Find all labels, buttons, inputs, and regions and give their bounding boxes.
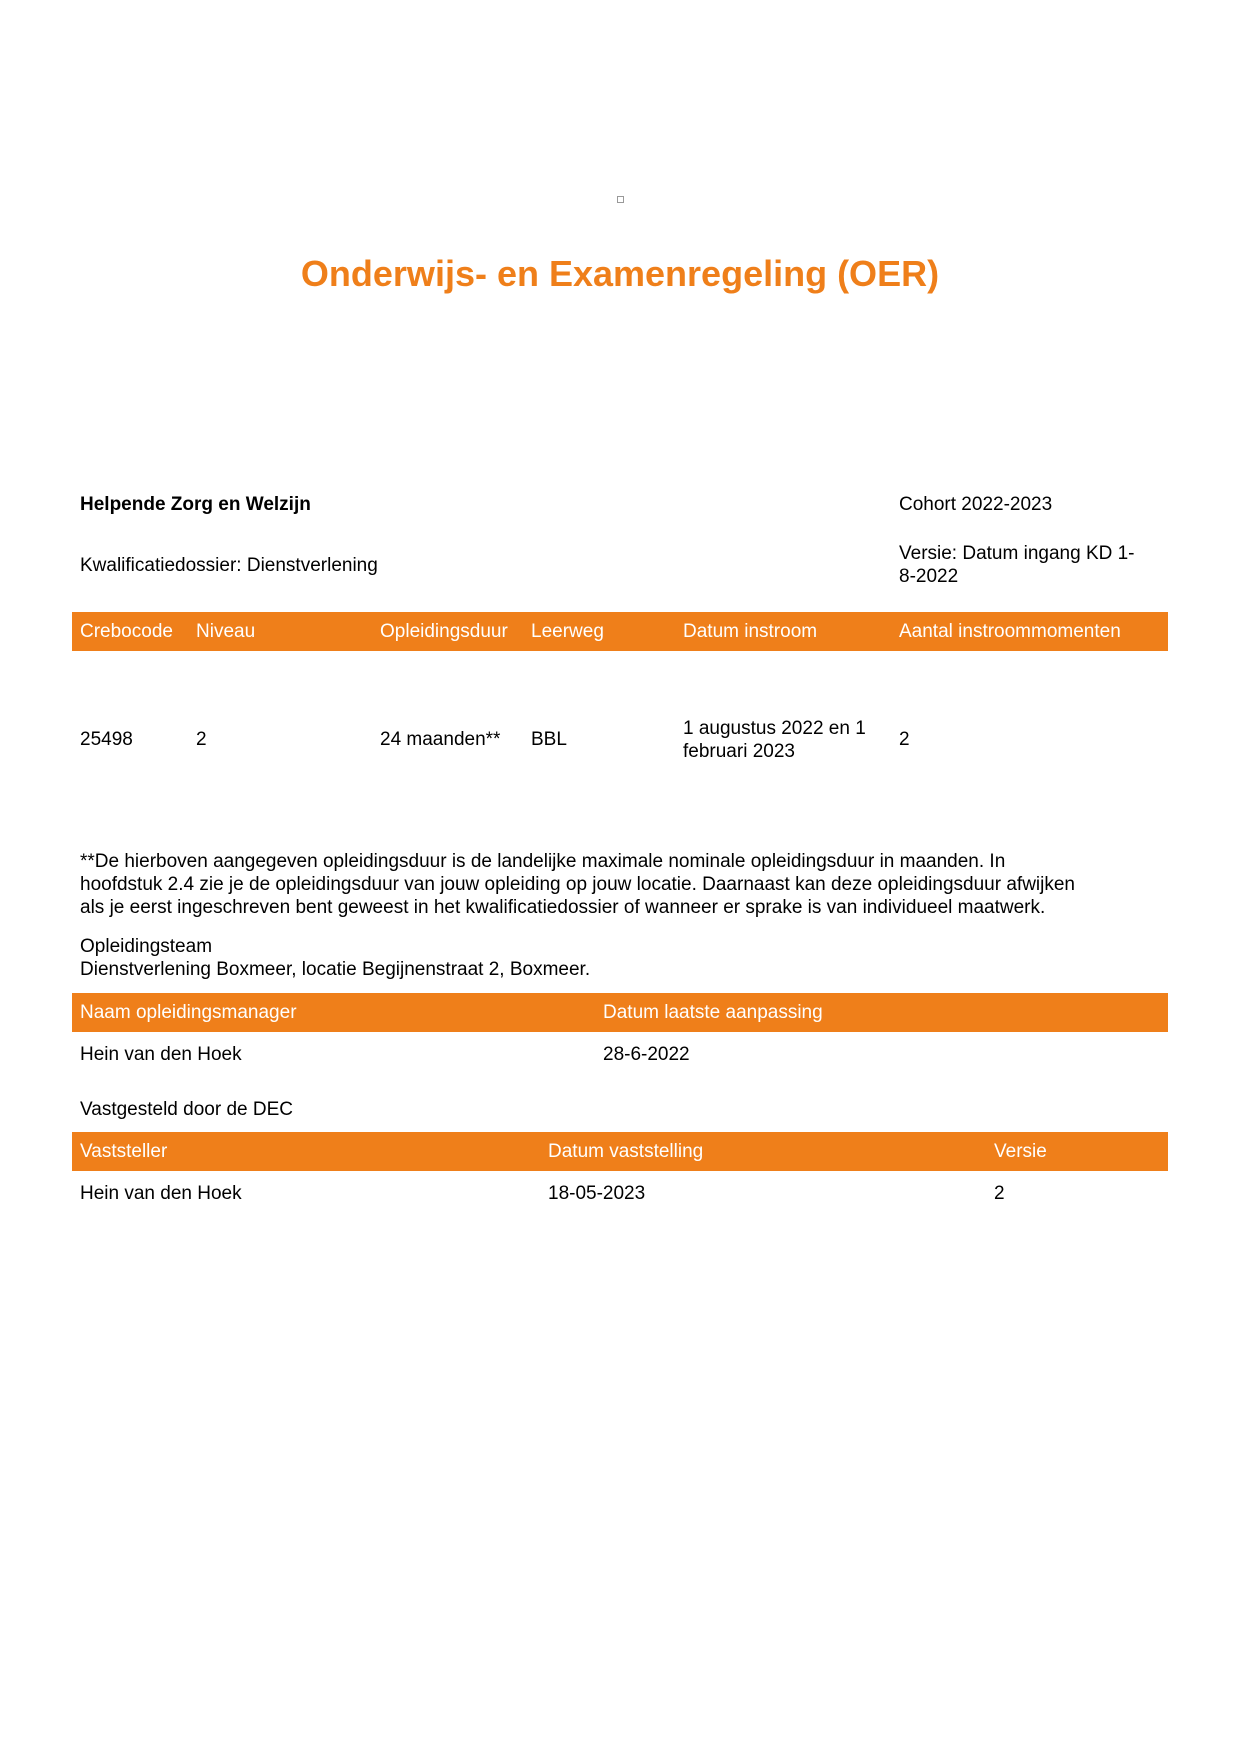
header-leerweg: Leerweg [531,621,604,642]
cell-approval-version: 2 [994,1183,1005,1204]
cell-manager-date: 28-6-2022 [603,1044,690,1065]
cell-manager-name: Hein van den Hoek [80,1044,242,1065]
footnote-line3: als je eerst ingeschreven bent geweest in het kwalificatiedossier of wanneer er sprake is van individueel maatwerk. [80,897,1046,918]
page-title: Onderwijs- en Examenregeling (OER) [300,253,940,294]
footnote-line1: **De hierboven aangegeven opleidingsduur is de landelijke maximale nominale opleidingsduur in maanden. In [80,851,1006,872]
program-table-header [72,612,1168,651]
version-date-line1: Versie: Datum ingang KD 1- [899,543,1135,564]
header-niveau: Niveau [196,621,256,642]
header-datum-vaststelling: Datum vaststelling [548,1141,704,1162]
cell-approval-date: 18-05-2023 [548,1183,646,1204]
established-label: Vastgesteld door de DEC [80,1099,293,1120]
header-datum-laatste-aanpassing: Datum laatste aanpassing [603,1002,823,1023]
cell-instroom-line2: februari 2023 [683,741,795,762]
header-vaststeller: Vaststeller [80,1141,168,1162]
cohort-label: Cohort 2022-2023 [899,494,1053,515]
team-label: Opleidingsteam [80,936,213,957]
header-naam-opleidingsmanager: Naam opleidingsmanager [80,1002,297,1023]
header-datum-instroom: Datum instroom [683,621,818,642]
cell-instroom-line1: 1 augustus 2022 en 1 [683,718,866,739]
cell-opleidingsduur: 24 maanden** [380,729,501,750]
header-crebocode: Crebocode [80,621,173,642]
cell-crebocode: 25498 [80,729,133,750]
header-versie: Versie [994,1141,1047,1162]
image-placeholder-icon [617,196,624,203]
cell-leerweg: BBL [531,729,567,750]
cell-instroommomenten: 2 [899,729,910,750]
cell-approver-name: Hein van den Hoek [80,1183,242,1204]
version-date-line2: 8-2022 [899,566,959,587]
manager-table-header [72,993,1168,1032]
qualification-dossier: Kwalificatiedossier: Dienstverlening [80,555,378,576]
program-name: Helpende Zorg en Welzijn [80,494,311,515]
header-aantal-instroommomenten: Aantal instroommomenten [899,621,1121,642]
cell-niveau: 2 [196,729,207,750]
approval-table-header [72,1132,1168,1171]
footnote-line2: hoofdstuk 2.4 zie je de opleidingsduur van jouw opleiding op jouw locatie. Daarnaast kan deze opleidingsduur afwijken [80,874,1075,895]
header-opleidingsduur: Opleidingsduur [380,621,508,642]
team-location: Dienstverlening Boxmeer, locatie Begijnenstraat 2, Boxmeer. [80,959,591,980]
